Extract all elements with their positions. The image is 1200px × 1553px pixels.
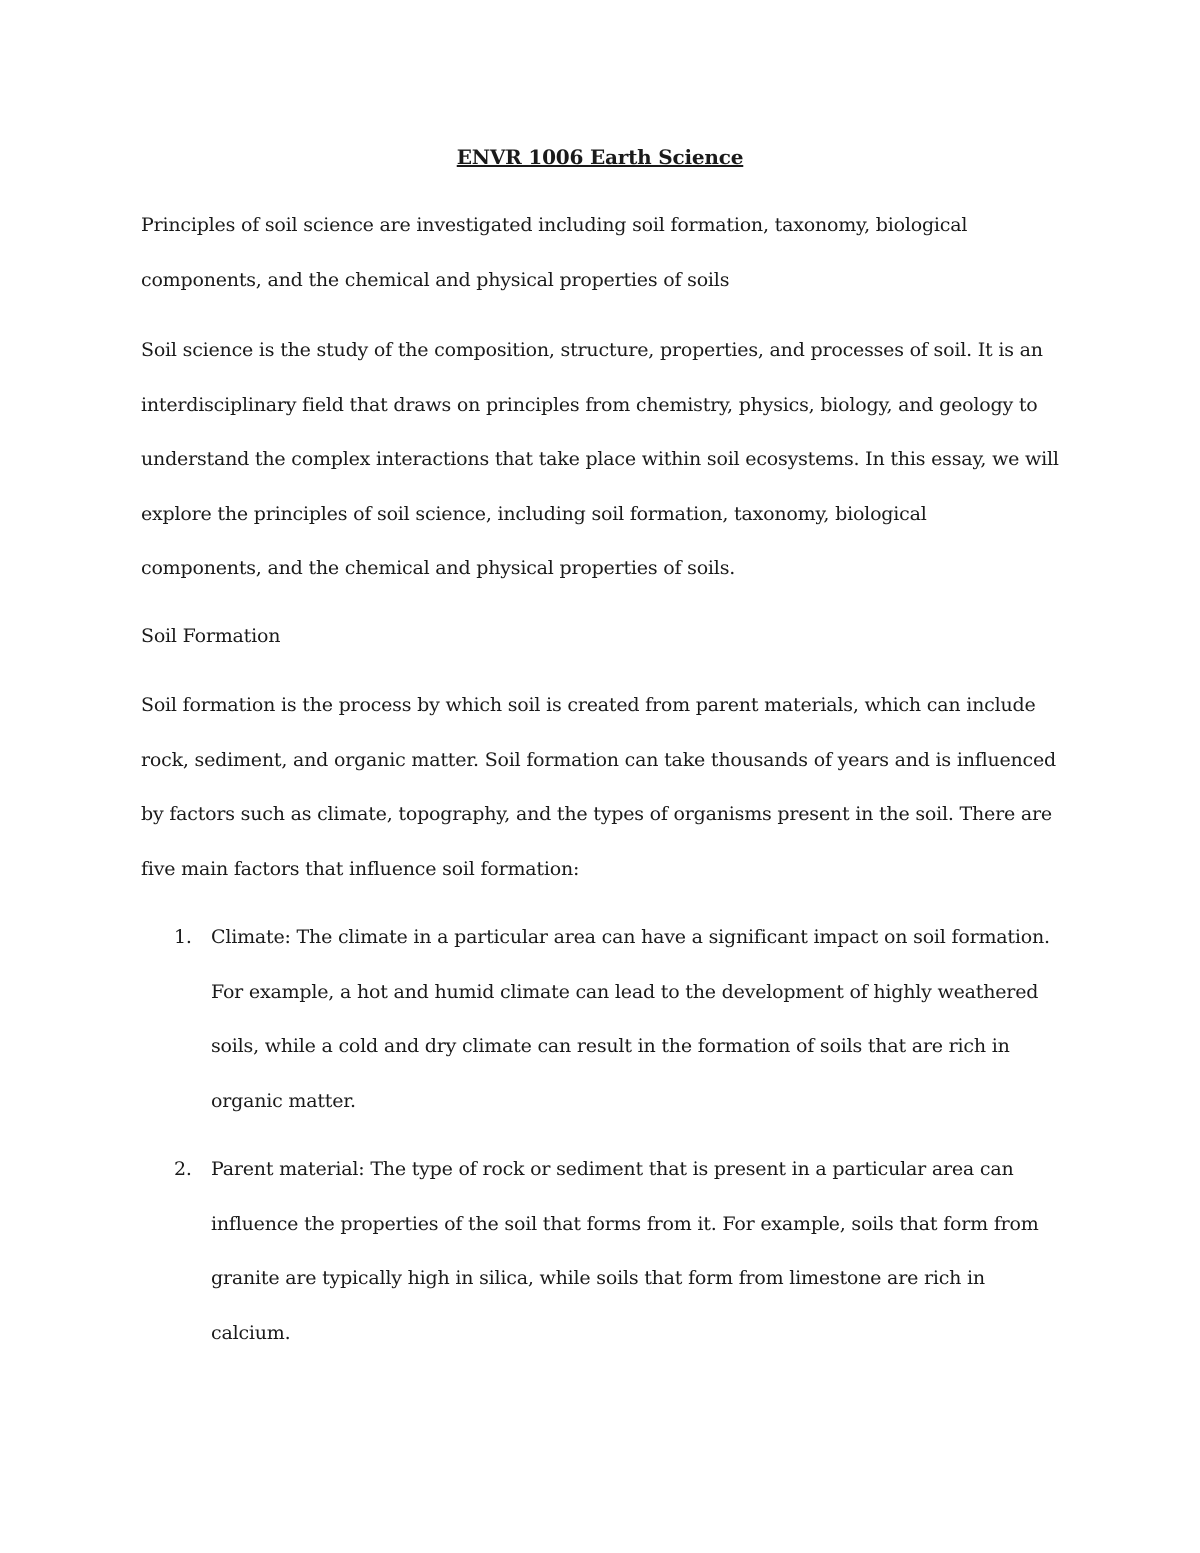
text-line: interdisciplinary field that draws on principles from chemistry, physics, biology, and geology to — [141, 393, 1038, 416]
list-item-text — [211, 1142, 1091, 1360]
list-number: 1. — [174, 926, 192, 948]
text-line: Soil formation is the process by which soil is created from parent materials, which can include — [141, 694, 1036, 716]
list-number: 2. — [174, 1158, 192, 1180]
list-item-text — [211, 910, 1091, 1128]
text-line: components, and the chemical and physical properties of soils. — [141, 557, 736, 579]
text-line: soils, while a cold and dry climate can result in the formation of soils that are rich in — [211, 1035, 1010, 1057]
text-line: granite are typically high in silica, while soils that form from limestone are rich in — [211, 1267, 985, 1289]
text-line: by factors such as climate, topography, and the types of organisms present in the soil. There are — [141, 803, 1052, 825]
text-line: five main factors that influence soil formation: — [141, 857, 580, 880]
text-line: Principles of soil science are investigated including soil formation, taxonomy, biological — [141, 214, 968, 236]
text-line: components, and the chemical and physical properties of soils — [141, 268, 730, 291]
intro-paragraph — [141, 198, 1081, 307]
text-line: rock, sediment, and organic matter. Soil formation can take thousands of years and is influenced — [141, 748, 1057, 771]
text-line: influence the properties of the soil that forms from it. For example, soils that form from — [211, 1212, 1039, 1235]
text-line: explore the principles of soil science, including soil formation, taxonomy, biological — [141, 502, 927, 525]
section-heading: Soil Formation — [141, 625, 281, 647]
document-title: ENVR 1006 Earth Science — [456, 145, 744, 169]
text-line: Soil science is the study of the composition, structure, properties, and processes of soil. It is an — [141, 339, 1043, 361]
text-line: For example, a hot and humid climate can lead to the development of highly weathered — [211, 980, 1039, 1003]
text-line: organic matter. — [211, 1089, 356, 1112]
text-line: calcium. — [211, 1321, 291, 1344]
text-line: Climate: The climate in a particular area can have a significant impact on soil formation. — [211, 926, 1050, 948]
text-line: understand the complex interactions that take place within soil ecosystems. In this essay, we will — [141, 448, 1059, 470]
text-line: Parent material: The type of rock or sediment that is present in a particular area can — [211, 1158, 1014, 1180]
formation-paragraph — [141, 678, 1081, 896]
overview-paragraph — [141, 323, 1081, 596]
